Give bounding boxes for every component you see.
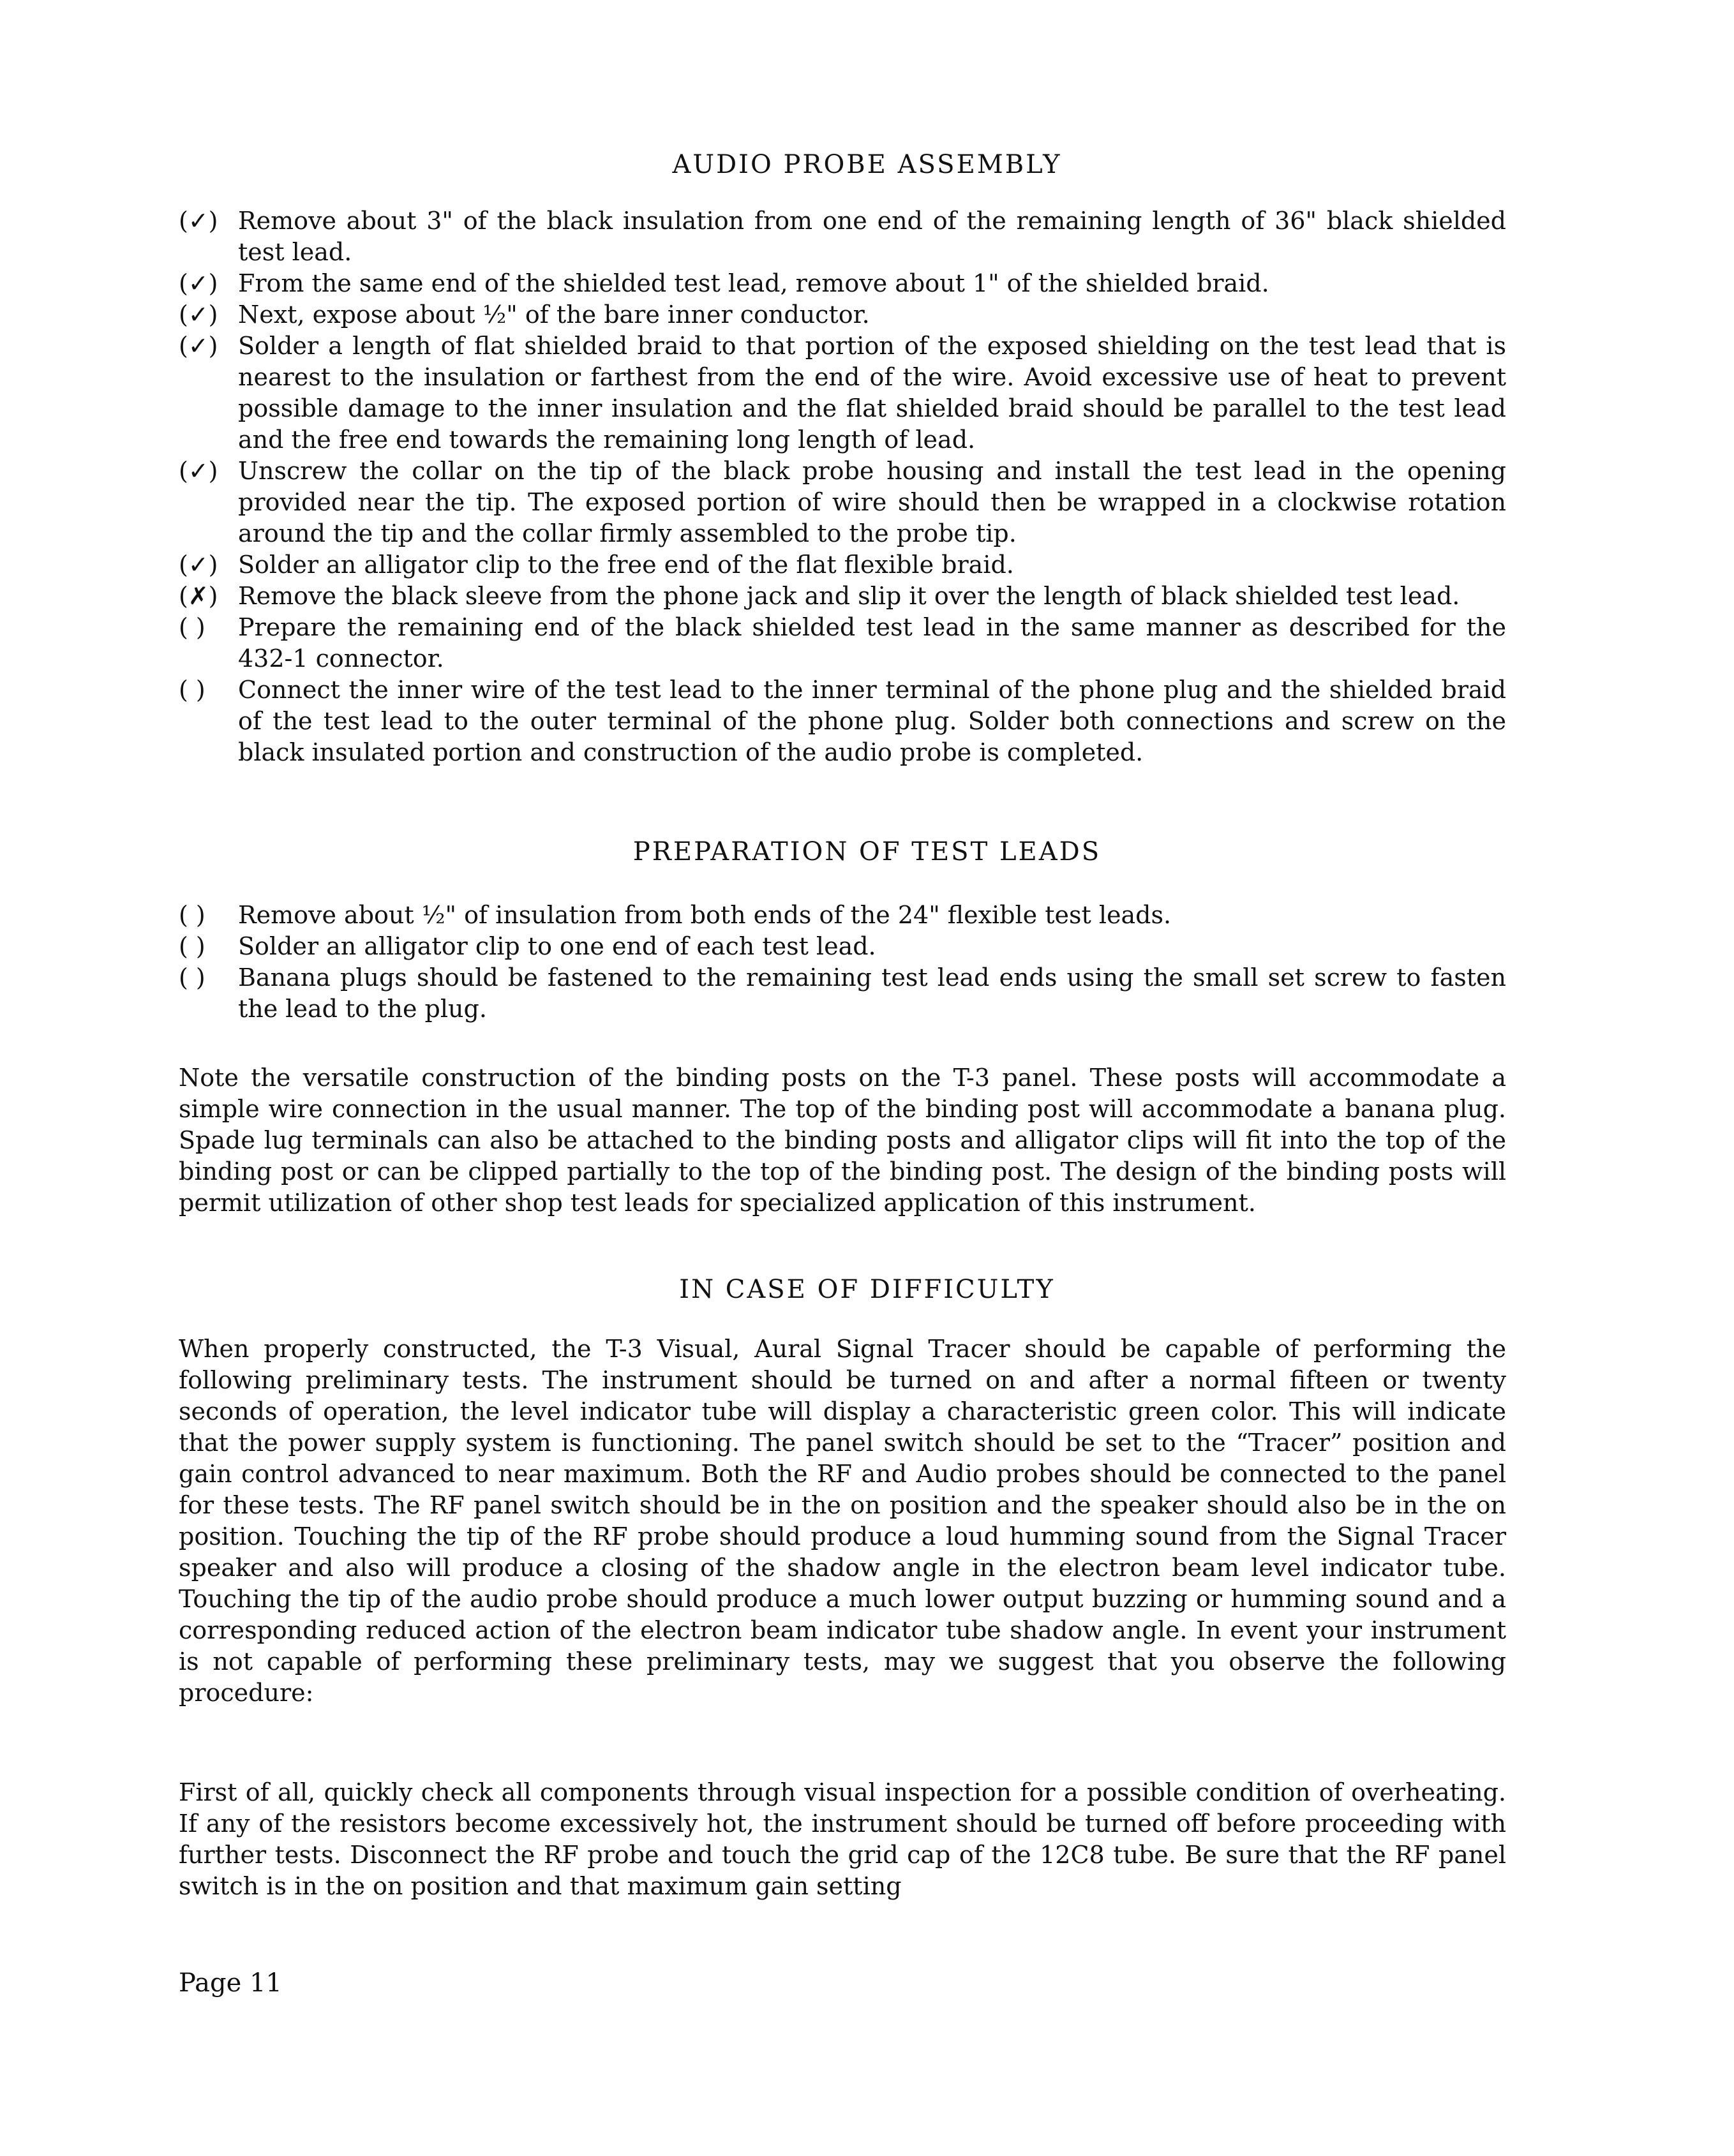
section-title-difficulty: IN CASE OF DIFFICULTY: [679, 1275, 1055, 1304]
checklist-step: [179, 299, 1506, 331]
checkbox-mark: ( ): [179, 901, 206, 929]
step-text: From the same end of the shielded test lead, remove about 1" of the shielded braid.: [238, 269, 1269, 297]
checkbox-mark: ( ): [179, 676, 206, 704]
checklist-step: [179, 581, 1506, 612]
checklist-step: [179, 962, 1506, 1025]
step-text: Remove about 3" of the black insulation from one end of the remaining length of 36" black shielded test lead.: [238, 207, 1506, 266]
checkbox-mark: (✓): [179, 551, 218, 579]
checklist-step: [179, 268, 1506, 299]
checkbox-mark: (✗): [179, 582, 218, 610]
step-text: Unscrew the collar on the tip of the black probe housing and install the test lead in the opening provided near the tip. The exposed portion of wire should then be wrapped in a clockwise rotation around the tip and the collar firmly assembled to the probe tip.: [238, 457, 1506, 547]
section-title-audio-probe: AUDIO PROBE ASSEMBLY: [672, 150, 1062, 179]
difficulty-paragraph-2: First of all, quickly check all components through visual inspection for a possible condition of overheating. If any of the resistors become excessively hot, the instrument should be turned off before proceeding with further tests. Disconnect the RF probe and touch the grid cap of the 12C8 tube. Be sure that the RF panel switch is in the on position and that maximum gain setting: [179, 1778, 1506, 1900]
step-text: Prepare the remaining end of the black shielded test lead in the same manner as described for the 432-1 connector.: [238, 613, 1506, 673]
checklist-step: [179, 931, 1506, 962]
checkbox-mark: (✓): [179, 269, 218, 297]
checklist-step: [179, 900, 1506, 931]
page-number: Page 11: [179, 1968, 282, 1998]
step-text: Next, expose about ½" of the bare inner conductor.: [238, 301, 870, 329]
checkbox-mark: ( ): [179, 963, 206, 992]
step-text: Remove the black sleeve from the phone jack and slip it over the length of black shielded test lead.: [238, 582, 1460, 610]
step-text: Banana plugs should be fastened to the remaining test lead ends using the small set screw to fasten the lead to the plug.: [238, 963, 1506, 1023]
checkbox-mark: (✓): [179, 332, 218, 360]
checklist-step: [179, 612, 1506, 674]
checkbox-mark: (✓): [179, 301, 218, 329]
audio-steps-list: [179, 205, 1506, 768]
note-paragraph: Note the versatile construction of the binding posts on the T-3 panel. These posts will accommodate a simple wire connection in the usual manner. The top of the binding post will accommodate a banana plug. Spade lug terminals can also be attached to the binding posts and alligator clips will fit into the top of the binding post or can be clipped partially to the top of the binding post. The design of the binding posts will permit utilization of other shop test leads for specialized application of this instrument.: [179, 1064, 1506, 1217]
section-title-preparation: PREPARATION OF TEST LEADS: [632, 837, 1102, 866]
checklist-step: [179, 549, 1506, 581]
step-text: Remove about ½" of insulation from both ends of the 24" flexible test leads.: [238, 901, 1172, 929]
step-text: Solder a length of flat shielded braid to that portion of the exposed shielding on the test lead that is nearest to the insulation or farthest from the end of the wire. Avoid excessive use of heat to prevent possible damage to the inner insulation and the flat shielded braid should be parallel to the test lead and the free end towards the remaining long length of lead.: [238, 332, 1506, 454]
checkbox-mark: ( ): [179, 932, 206, 960]
checkbox-mark: (✓): [179, 207, 218, 235]
checkbox-mark: ( ): [179, 613, 206, 641]
step-text: Solder an alligator clip to one end of each test lead.: [238, 932, 876, 960]
checklist-step: [179, 674, 1506, 768]
step-text: Solder an alligator clip to the free end of the flat flexible braid.: [238, 551, 1014, 579]
step-text: Connect the inner wire of the test lead to the inner terminal of the phone plug and the shielded braid of the test lead to the outer terminal of the phone plug. Solder both connections and screw on the black insulated portion and construction of the audio probe is completed.: [238, 676, 1506, 766]
checklist-step: [179, 205, 1506, 268]
prep-steps-list: [179, 900, 1506, 1025]
checklist-step: [179, 456, 1506, 549]
checkbox-mark: (✓): [179, 457, 218, 485]
checklist-step: [179, 331, 1506, 456]
difficulty-paragraph-1: When properly constructed, the T-3 Visual, Aural Signal Tracer should be capable of performing the following preliminary tests. The instrument should be turned on and after a normal fifteen or twenty seconds of operation, the level indicator tube will display a characteristic green color. This will indicate that the power supply system is functioning. The panel switch should be set to the “Tracer” position and gain control advanced to near maximum. Both the RF and Audio probes should be connected to the panel for these tests. The RF panel switch should be in the on position and the speaker should also be in the on position. Touching the tip of the RF probe should produce a loud humming sound from the Signal Tracer speaker and also will produce a closing of the shadow angle in the electron beam level indicator tube. Touching the tip of the audio probe should produce a much lower output buzzing or humming sound and a corresponding reduced action of the electron beam indicator tube shadow angle. In event your instrument is not capable of performing these preliminary tests, may we suggest that you observe the following procedure:: [179, 1335, 1506, 1707]
